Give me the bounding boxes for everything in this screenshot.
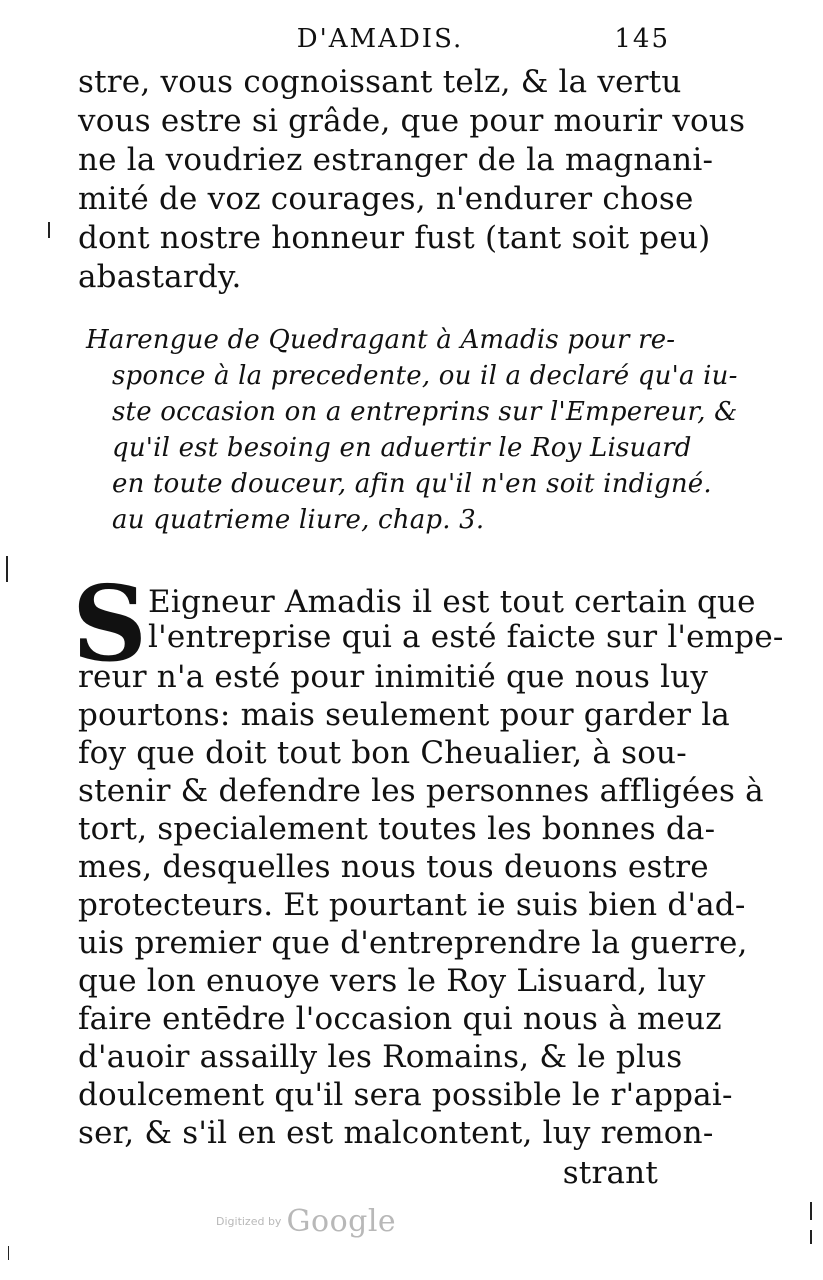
running-header	[180, 22, 670, 56]
text-line: dont nostre honneur fust (tant soit peu)	[78, 220, 711, 256]
text-line: faire entēdre l'occasion qui nous à meuz	[78, 1001, 722, 1037]
text-line: stre, vous cognoissant telz, & la vertu	[78, 64, 682, 100]
heading-line: en toute douceur, afin qu'il n'en soit indigné.	[112, 469, 712, 499]
text-line: protecteurs. Et pourtant ie suis bien d'ad-	[78, 887, 746, 923]
text-line: que lon enuoye vers le Roy Lisuard, luy	[78, 963, 706, 999]
text-line: reur n'a esté pour inimitié que nous luy	[78, 659, 709, 695]
heading-line: ste occasion on a entreprins sur l'Empereur, &	[112, 397, 738, 427]
margin-mark	[810, 1202, 812, 1220]
page-number: 145	[614, 24, 670, 54]
text-line: stenir & defendre les personnes affligées à	[78, 773, 764, 809]
text-line: abastardy.	[78, 259, 242, 295]
text-line: l'entreprise qui a esté faicte sur l'empe-	[148, 619, 784, 655]
text-line: mité de voz courages, n'endurer chose	[78, 181, 694, 217]
text-line: d'auoir assailly les Romains, & le plus	[78, 1039, 683, 1075]
text-line: doulcement qu'il sera possible le r'appai-	[78, 1077, 733, 1113]
heading-line: sponce à la precedente, ou il a declaré qu'a iu-	[112, 361, 738, 391]
text-line: mes, desquelles nous tous deuons estre	[78, 849, 709, 885]
text-line: vous estre si grâde, que pour mourir vous	[78, 103, 746, 139]
margin-mark	[48, 222, 50, 238]
heading-line: au quatrieme liure, chap. 3.	[112, 505, 485, 535]
text-line: pourtons: mais seulement pour garder la	[78, 697, 730, 733]
google-logo: Google	[286, 1204, 397, 1239]
digitization-watermark	[216, 1204, 396, 1244]
margin-mark	[8, 1246, 9, 1260]
text-line: tort, specialement toutes les bonnes da-	[78, 811, 716, 847]
text-line: ser, & s'il en est malcontent, luy remon-	[78, 1115, 714, 1151]
margin-mark	[810, 1230, 812, 1244]
text-line: Eigneur Amadis il est tout certain que	[148, 584, 756, 620]
running-title: D'AMADIS.	[296, 24, 464, 54]
text-line: uis premier que d'entreprendre la guerre,	[78, 925, 748, 961]
margin-mark	[6, 556, 8, 582]
text-line: ne la voudriez estranger de la magnani-	[78, 142, 714, 178]
catchword: strant	[562, 1155, 658, 1191]
heading-line: qu'il est besoing en aduertir le Roy Lisuard	[112, 433, 692, 463]
text-line: foy que doit tout bon Cheualier, à sou-	[78, 735, 687, 771]
heading-line: Harengue de Quedragant à Amadis pour re-	[86, 325, 676, 355]
digitized-by-label: Digitized by	[216, 1215, 282, 1228]
drop-cap: S	[72, 562, 148, 685]
